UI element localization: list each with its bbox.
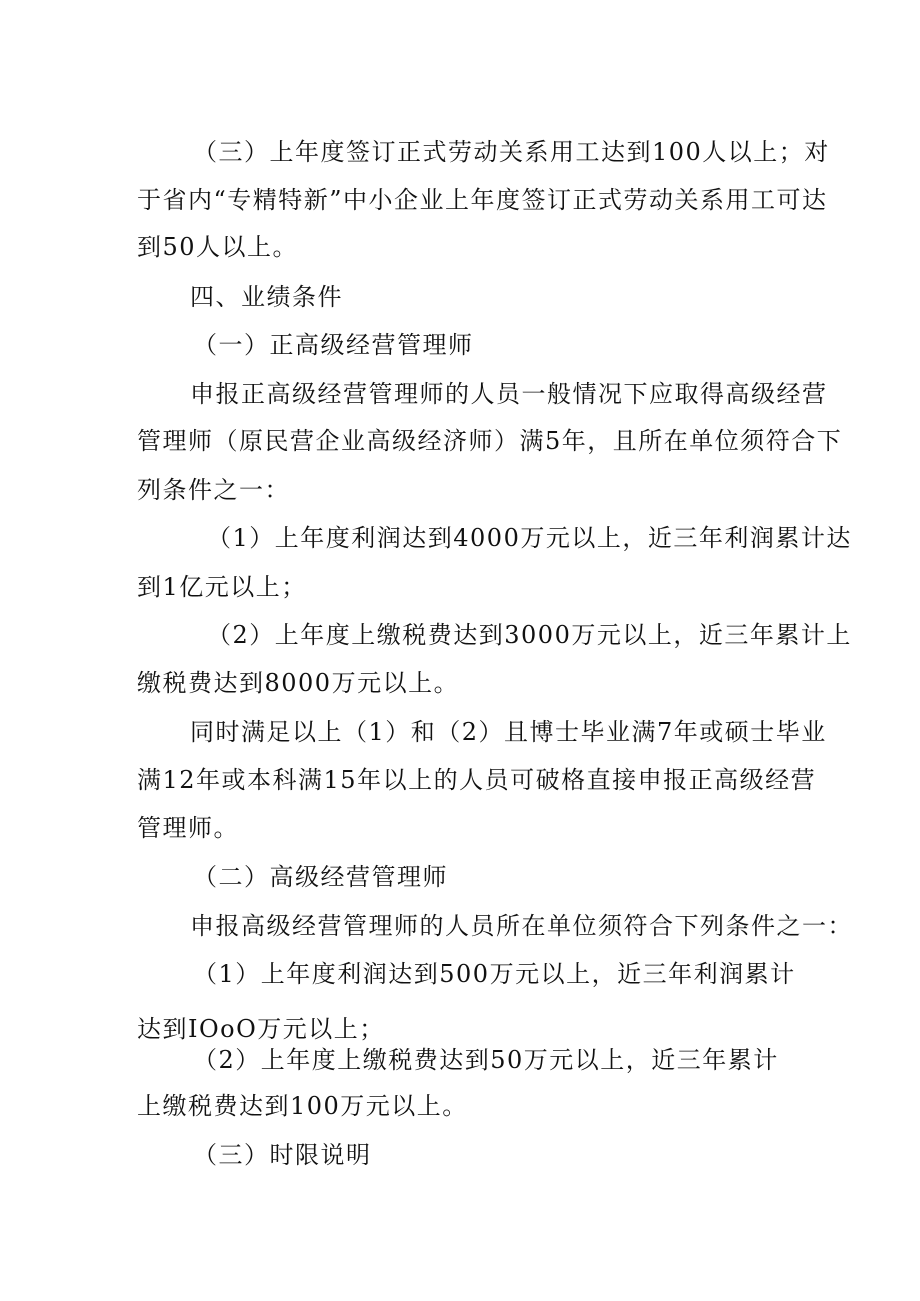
list-item-line: （1）上年度利润达到4000万元以上，近三年利润累计达 xyxy=(207,524,852,552)
paragraph-line: 管理师。 xyxy=(137,814,239,842)
list-item-line: （2）上年度上缴税费达到50万元以上，近三年累计 xyxy=(193,1046,779,1074)
list-item-line: 缴税费达到8000万元以上。 xyxy=(137,669,460,697)
paragraph-line: 申报高级经营管理师的人员所在单位须符合下列条件之一： xyxy=(190,912,853,940)
paragraph-line: 到50人以上。 xyxy=(137,233,299,261)
paragraph-line: （三）上年度签订正式劳动关系用工达到100人以上；对 xyxy=(193,138,830,166)
paragraph-line: 满12年或本科满15年以上的人员可破格直接申报正高级经营 xyxy=(137,766,817,794)
list-item-line: 达到IOoO万元以上； xyxy=(137,1015,385,1043)
paragraph-line: 于省内“专精特新”中小企业上年度签订正式劳动关系用工可达 xyxy=(137,186,828,214)
subsection-heading: （二）高级经营管理师 xyxy=(193,863,448,891)
list-item-line: （1）上年度利润达到500万元以上，近三年利润累计 xyxy=(193,960,796,988)
subsection-heading: （三）时限说明 xyxy=(193,1141,372,1169)
list-item-line: 到1亿元以上； xyxy=(137,573,307,601)
list-item-line: （2）上年度上缴税费达到3000万元以上，近三年累计上 xyxy=(207,621,852,649)
paragraph-line: 管理师（原民营企业高级经济师）满5年，且所在单位须符合下 xyxy=(137,427,843,455)
subsection-heading: （一）正高级经营管理师 xyxy=(193,331,474,359)
paragraph-line: 同时满足以上（1）和（2）且博士毕业满7年或硕士毕业 xyxy=(190,718,827,746)
paragraph-line: 申报正高级经营管理师的人员一般情况下应取得高级经营 xyxy=(190,380,828,408)
list-item-line: 上缴税费达到100万元以上。 xyxy=(137,1092,468,1120)
section-heading: 四、业绩条件 xyxy=(190,283,343,311)
paragraph-line: 列条件之一： xyxy=(137,476,290,504)
